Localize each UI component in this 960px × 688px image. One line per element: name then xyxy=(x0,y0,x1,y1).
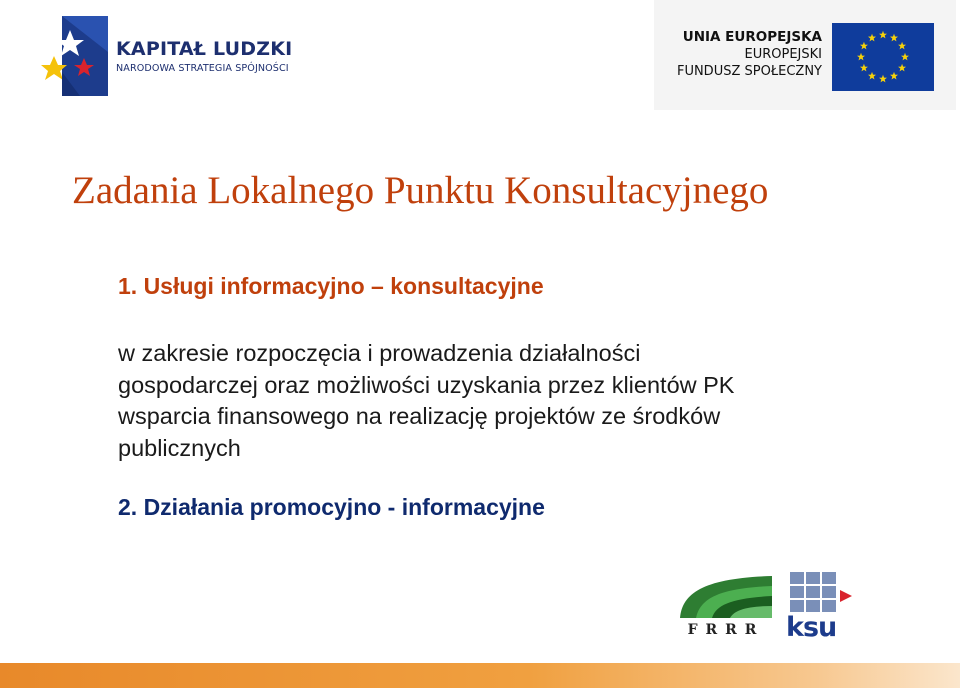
eu-logo-line1: UNIA EUROPEJSKA xyxy=(682,29,822,45)
eu-logo-line3: FUNDUSZ SPOŁECZNY xyxy=(676,64,822,79)
eu-logo xyxy=(654,0,956,110)
frrr-emblem-icon xyxy=(676,572,776,620)
ksu-logo xyxy=(786,572,862,644)
paragraph-line: gospodarczej oraz możliwości uzyskania przez klientów PK xyxy=(118,371,735,398)
kapital-ludzki-emblem-icon xyxy=(40,12,112,100)
kapital-ludzki-subtitle: NARODOWA STRATEGIA SPÓJNOŚCI xyxy=(116,63,289,74)
ksu-logo-text: ksu xyxy=(786,612,837,643)
frrr-logo xyxy=(676,572,776,644)
footer-bar xyxy=(0,663,960,688)
frrr-logo-text: FRRR xyxy=(687,622,765,638)
paragraph-line: publicznych xyxy=(118,434,241,461)
paragraph-line: wsparcia finansowego na realizację projektów ze środków xyxy=(118,403,721,429)
slide-title: Zadania Lokalnego Punktu Konsultacyjnego xyxy=(72,169,769,212)
eu-flag-icon xyxy=(832,23,934,91)
kapital-ludzki-logo xyxy=(40,12,310,100)
section-2-heading: 2. Działania promocyjno - informacyjne xyxy=(118,494,545,520)
paragraph-line: w zakresie rozpoczęcia i prowadzenia działalności xyxy=(118,340,641,366)
kapital-ludzki-title: KAPITAŁ LUDZKI xyxy=(116,38,293,60)
ksu-emblem-icon xyxy=(786,572,862,614)
section-1-paragraph xyxy=(118,338,838,464)
eu-logo-line2: EUROPEJSKI xyxy=(744,47,822,62)
section-1-heading: 1. Usługi informacyjno – konsultacyjne xyxy=(118,273,544,299)
